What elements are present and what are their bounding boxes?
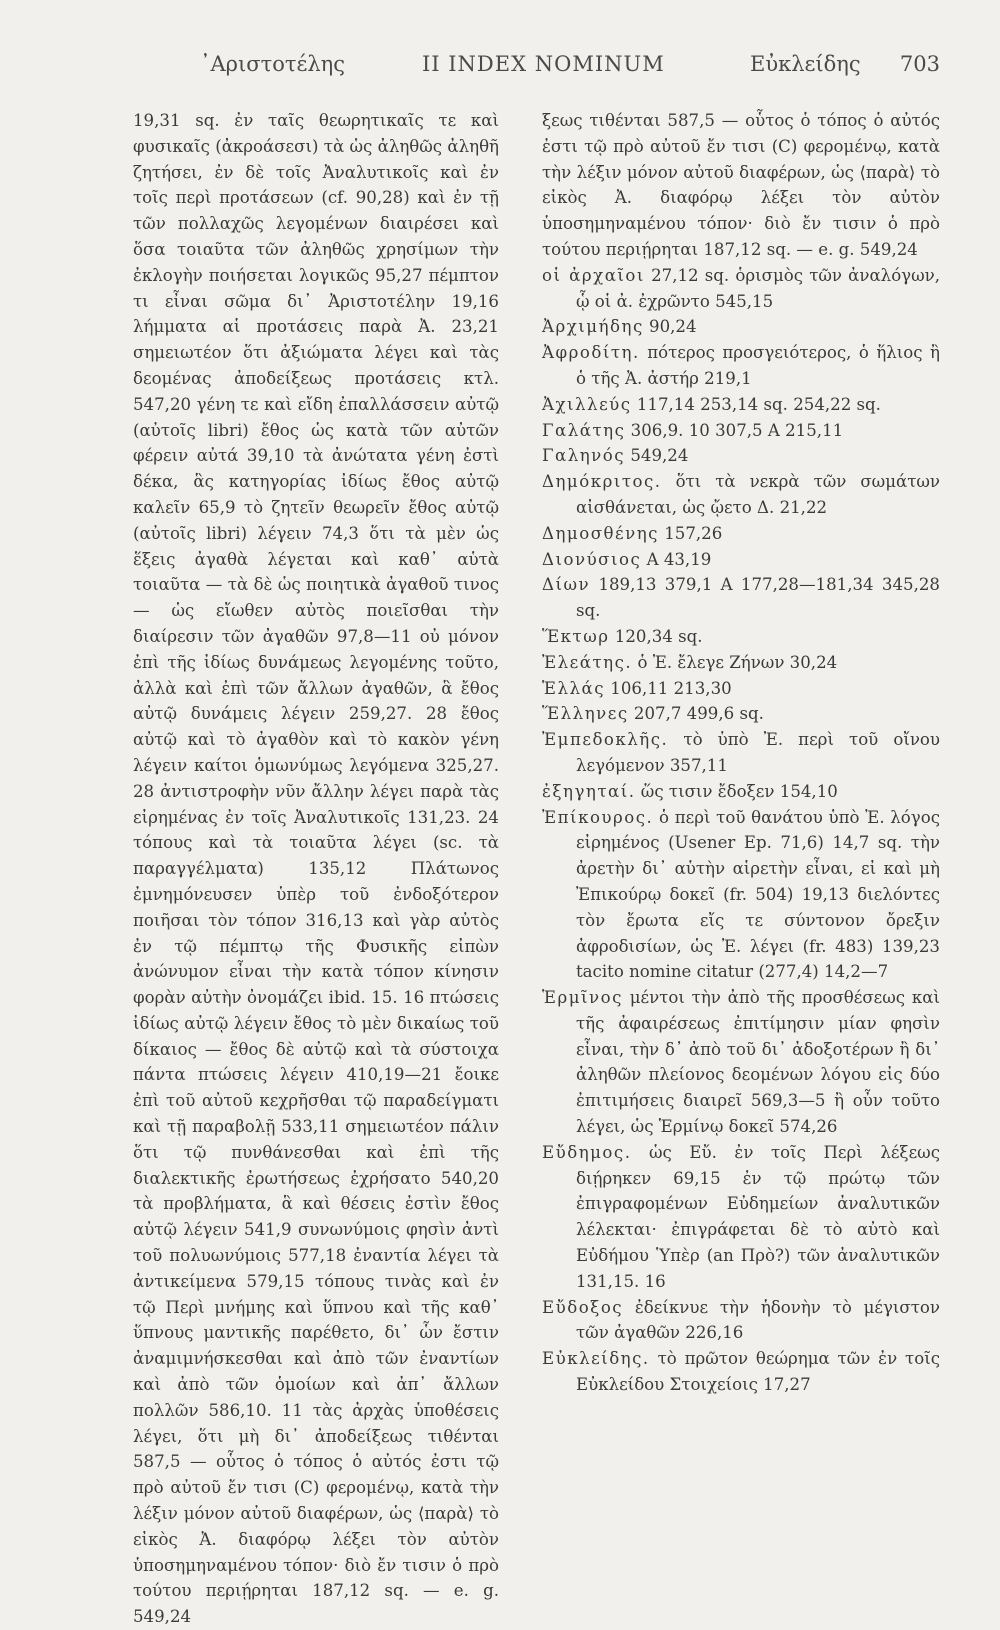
index-entry — [542, 727, 940, 779]
entry-name: Ἀχιλλεύς — [542, 394, 632, 414]
entry-name: οἱ ἀρχαῖοι — [542, 265, 645, 285]
index-entry — [542, 392, 940, 418]
header-left-word: ᾿Αριστοτέλης — [200, 52, 345, 76]
index-entry — [542, 985, 940, 1140]
entry-name: Γαληνός — [542, 446, 626, 466]
entry-name: Εὐκλείδης. — [542, 1349, 650, 1369]
entry-name: Ἐμπεδοκλῆς. — [542, 730, 669, 750]
entry-text: τὸ πρῶτον θεώρημα τῶν ἐν τοῖς Εὐκλείδου Στοιχείοις 17,27 — [576, 1349, 940, 1395]
running-header — [200, 52, 940, 88]
index-entry — [542, 701, 940, 727]
left-column — [133, 108, 499, 1630]
index-entry — [542, 314, 940, 340]
entry-name: Δημοσθένης — [542, 523, 659, 543]
entry-text: μέντοι τὴν ἀπὸ τῆς προσθέσεως καὶ τῆς ἀφαιρέσεως ἐπιτίμησιν μίαν φησὶν εἶναι, τὴν δ᾿ ἀπὸ τοῦ δι᾿ ἀδοξοτέρων ἢ δι᾿ ἀληθῶν πλείονος δεομένων λόγου εἰς δύο ἐπιτιμήσεις διαιρεῖ 569,3—5 ἢ οὖν τοῦτο λέγει, ὡς Ἑρμίνῳ δοκεῖ 574,26 — [576, 988, 940, 1137]
entry-name: Ἐπίκουρος. — [542, 807, 654, 827]
entry-name: Δημόκριτος. — [542, 472, 662, 492]
entry-text: 207,7 499,6 sq. — [633, 704, 764, 724]
index-entry — [542, 624, 940, 650]
entry-name: Εὔδημος. — [542, 1142, 632, 1162]
index-entry — [542, 340, 940, 392]
index-entry — [542, 108, 940, 263]
entry-text: A 43,19 — [646, 549, 712, 569]
entry-text: 549,24 — [630, 446, 689, 466]
entry-name: Ἐλεάτης. — [542, 652, 633, 672]
entry-text: ὁ περὶ τοῦ θανάτου ὑπὸ Ἐ. λόγος εἰρημένος (Usener Ep. 71,6) 14,7 sq. τὴν ἀρετὴν δι᾿ αὑτὴν αἱρετὴν εἶναι, εἰ καὶ μὴ Ἐπικούρῳ δοκεῖ (fr. 504) 19,13 διελόντες τὸν ἔρωτα εἴς τε σύντονον ὄρεξιν ἀφροδισίων, ὡς Ἐ. λέγει (fr. 483) 139,23 tacito nomine citatur (277,4) 14,2—7 — [576, 807, 940, 982]
left-column-text: 19,31 sq. ἐν ταῖς θεωρητικαῖς τε καὶ φυσικαῖς (ἀκροάσεσι) τὰ ὡς ἀληθῶς ἀληθῆ ζητήσει, ἐν δὲ τοῖς Ἀναλυτικοῖς καὶ ἐν τοῖς περὶ προτάσεων (cf. 90,28) καὶ ἐν τῇ τῶν πολλαχῶς λεγομένων διαιρέσει καὶ ὅσα τοιαῦτα τῶν ἀληθῶς χρησίμων τὴν ἐκλογὴν ποιήσεται λογικῶς 95,27 πέμπτον τι εἶναι σῶμα δι᾿ Ἀριστοτέλην 19,16 λήμματα αἱ προτάσεις παρὰ Ἀ. 23,21 σημειωτέον ὅτι ἀξιώματα λέγει καὶ τὰς δεομένας ἀποδείξεως προτάσεις κτλ. 547,20 γένη τε καὶ εἴδη ἐπαλλάσσειν αὐτῷ (αὐτοῖς libri) ἔθος ὡς κατὰ τῶν αὐτῶν φέρειν αὐτά 39,10 τὰ ἀνώτατα γένη ἐστὶ δέκα, ἃς κατηγορίας ἰδίως ἔθος αὐτῷ καλεῖν 65,9 τὸ ζητεῖν θεωρεῖν ἔθος αὐτῷ (αὐτοῖς libri) λέγειν 74,3 ὅτι τὰ μὲν ὡς ἕξεις ἀγαθὰ λέγεται καὶ καθ᾿ αὑτὰ τοιαῦτα — τὰ δὲ ὡς ποιητικὰ ἀγαθοῦ τινος — ὡς εἴωθεν αὐτὸς ποιεῖσθαι τὴν διαίρεσιν τῶν ἀγαθῶν 97,8—11 οὐ μόνον ἐπὶ τῆς ἰδίως δυνάμεως λεγομένης τοῦτο, ἀλλὰ καὶ ἐπὶ τῶν ἄλλων ἀγαθῶν, ἃ ἔθος αὐτῷ δυνάμεις λέγειν 259,27. 28 ἔθος αὐτῷ καὶ τὸ ἀγαθὸν καὶ τὸ κακὸν γένη λέγειν καίτοι ὁμωνύμως λεγόμενα 325,27. 28 ἀντιστροφὴν νῦν ἄλλην λέγει παρὰ τὰς εἰρημένας ἐν τοῖς Ἀναλυτικοῖς 131,23. 24 τόπους καὶ τὰ τοιαῦτα λέγει (sc. τὰ παραγγέλματα) 135,12 Πλάτωνος ἐμνημόνευσεν ὑπὲρ τοῦ ἐνδοξότερον ποιῆσαι τὸν τόπον 316,13 καὶ γὰρ αὐτὸς ἐν τῷ πέμπτῳ τῆς Φυσικῆς εἰπὼν ἀνώνυμον εἶναι τὴν κατὰ τόπον κίνησιν φορὰν αὐτὴν ὀνομάζει ibid. 15. 16 πτώσεις ἰδίως αὐτῷ λέγειν ἔθος τὸ μὲν δικαίως τοῦ δίκαιος — ἔθος δὲ αὐτῷ καὶ τὰ σύστοιχα πάντα πτώσεις λέγειν 410,19—21 ἔοικε ἐπὶ τοῦ αὐτοῦ κεχρῆσθαι τῷ παραδείγματι καὶ τῇ παραβολῇ 533,11 σημειωτέον πάλιν ὅτι τῷ πυνθάνεσθαι καὶ ἐπὶ τῆς διαλεκτικῆς ἐρωτήσεως ἐχρήσατο 540,20 τὰ προβλήματα, ἃ καὶ θέσεις ἐστὶν ἔθος αὐτῷ λέγειν 541,9 συνωνύμοις φησὶν ἀντὶ τοῦ πολυωνύμοις 577,18 ἐναντία λέγει τὰ ἀντικείμενα 579,15 τόπους τινὰς καὶ ἐν τῷ Περὶ μνήμης καὶ ὕπνου καὶ τῆς καθ᾿ ὕπνους μαντικῆς παρέθετο, δι᾿ ὧν ἔστιν ἀναμιμνήσκεσθαι καὶ ἀπὸ τῶν ἐναντίων καὶ ἀπὸ τῶν ὁμοίων καὶ ἀπ᾿ ἄλλων πολλῶν 586,10. 11 τὰς ἀρχὰς ὑποθέσεις λέγει, ὅτι μὴ δι᾿ ἀποδείξεως τιθένται 587,5 — οὗτος ὁ τόπος ὁ αὐτός ἐστι τῷ πρὸ αὐτοῦ ἔν τισι (C) φερομένῳ, κατὰ τὴν λέξιν μόνον αὐτοῦ διαφέρων, ὡς ⟨παρὰ⟩ τὸ εἰκὸς Ἀ. διαφόρῳ λέξει τὸν αὐτὸν ὑποσημηναμένου τόπον· διὸ ἔν τισιν ὁ πρὸ τούτου περιῄρηται 187,12 sq. — e. g. 549,24 — [133, 111, 499, 1627]
index-entry — [542, 1295, 940, 1347]
entry-name: ἐξηγηταί. — [542, 781, 636, 801]
entry-name: Ἀρχιμήδης — [542, 317, 644, 337]
entry-text: 27,12 sq. ὁρισμὸς τῶν ἀναλόγων, ᾧ οἱ ἀ. ἐχρῶντο 545,15 — [576, 265, 940, 311]
entry-text: πότερος προσγειότερος, ὁ ἥλιος ἢ ὁ τῆς Ἀ. ἀστήρ 219,1 — [576, 343, 940, 388]
index-entry — [542, 805, 940, 986]
entry-text: 189,13 379,1 A 177,28—181,34 345,28 sq. — [576, 575, 940, 621]
index-entry — [542, 1140, 940, 1295]
entry-text: τὸ ὑπὸ Ἐ. περὶ τοῦ οἴνου λεγόμενον 357,11 — [576, 730, 940, 775]
index-entry — [542, 779, 940, 805]
header-title: II INDEX NOMINUM — [422, 52, 665, 76]
entry-text: 117,14 253,14 sq. 254,22 sq. — [636, 394, 881, 414]
index-entry — [542, 418, 940, 444]
entry-text: 106,11 213,30 — [610, 678, 732, 698]
entry-name: Διονύσιος — [542, 549, 642, 569]
index-entry — [542, 263, 940, 315]
index-entry — [542, 1346, 940, 1398]
entry-name: Δίων — [542, 575, 591, 595]
entry-name: Ἕκτωρ — [542, 626, 610, 646]
entry-name: Εὔδοξος — [542, 1297, 624, 1317]
index-entry — [542, 469, 940, 521]
index-entry — [542, 676, 940, 702]
page-number: 703 — [899, 52, 940, 76]
entry-text: 120,34 sq. — [614, 626, 703, 646]
entry-name: Ἑρμῖνος — [542, 988, 623, 1008]
index-entry — [542, 547, 940, 573]
index-entry — [542, 443, 940, 469]
entry-name: Ἕλληνες — [542, 704, 629, 724]
right-column — [542, 108, 940, 1398]
index-entry — [542, 650, 940, 676]
entry-name: Ἑλλάς — [542, 678, 605, 698]
entry-text: 157,26 — [664, 523, 723, 543]
entry-name: Γαλάτης — [542, 420, 626, 440]
entry-text: 306,9. 10 307,5 A 215,11 — [630, 420, 844, 440]
entry-text: ὡς Εὔ. ἐν τοῖς Περὶ λέξεως διῄρηκεν 69,15 ἐν τῷ πρώτῳ τῶν ἐπιγραφομένων Εὐδημείων ἀναλυτικῶν λέλεκται· ἐπιγράφεται δὲ τὸ αὐτὸ καὶ Εὐδήμου Ὑπὲρ (an Πρὸ?) τῶν ἀναλυτικῶν 131,15. 16 — [576, 1142, 940, 1291]
entry-text: ξεως τιθένται 587,5 — οὗτος ὁ τόπος ὁ αὐτός ἐστι τῷ πρὸ αὐτοῦ ἔν τισι (C) φερομένῳ, κατὰ τὴν λέξιν μόνον αὐτοῦ διαφέρων, ὡς ⟨παρὰ⟩ τὸ εἰκὸς Ἀ. διαφόρῳ λέξει τὸν αὐτὸν ὑποσημηναμένου τόπον· διὸ ἔν τισιν ὁ πρὸ τούτου περιῄρηται 187,12 sq. — e. g. 549,24 — [542, 111, 940, 259]
entry-text: ὁ Ἐ. ἔλεγε Ζήνων 30,24 — [637, 652, 838, 672]
entry-name: Ἀφροδίτη. — [542, 343, 640, 363]
entry-text: ἐδείκνυε τὴν ἡδονὴν τὸ μέγιστον τῶν ἀγαθῶν 226,16 — [576, 1297, 940, 1343]
entry-text: ὥς τισιν ἔδοξεν 154,10 — [640, 781, 838, 801]
entry-text: 90,24 — [649, 317, 697, 337]
header-right-word: Εὐκλείδης — [750, 52, 861, 76]
index-entry — [542, 572, 940, 624]
entry-text: ὅτι τὰ νεκρὰ τῶν σωμάτων αἰσθάνεται, ὡς ᾤετο Δ. 21,22 — [576, 472, 940, 517]
index-entry — [542, 521, 940, 547]
